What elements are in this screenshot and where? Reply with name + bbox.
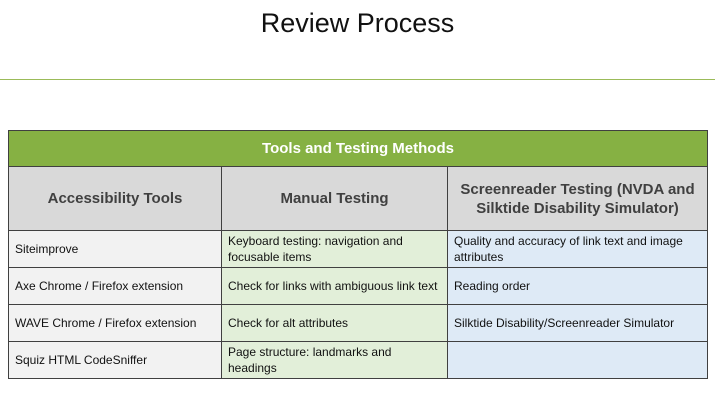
table-cell: Page structure: landmarks and headings bbox=[222, 342, 448, 379]
table-cell: Check for links with ambiguous link text bbox=[222, 268, 448, 305]
table-row bbox=[9, 268, 708, 305]
table-caption-row bbox=[9, 131, 708, 167]
table-row bbox=[9, 342, 708, 379]
table-cell: Siteimprove bbox=[9, 231, 222, 268]
header-screenreader-testing: Screenreader Testing (NVDA and Silktide Disability Simulator) bbox=[448, 167, 708, 231]
table-caption: Tools and Testing Methods bbox=[9, 131, 708, 167]
table-cell: Reading order bbox=[448, 268, 708, 305]
header-accessibility-tools: Accessibility Tools bbox=[9, 167, 222, 231]
header-manual-testing: Manual Testing bbox=[222, 167, 448, 231]
table-cell: Quality and accuracy of link text and image attributes bbox=[448, 231, 708, 268]
table-cell: WAVE Chrome / Firefox extension bbox=[9, 305, 222, 342]
table-cell: Axe Chrome / Firefox extension bbox=[9, 268, 222, 305]
table-row bbox=[9, 305, 708, 342]
table-cell bbox=[448, 342, 708, 379]
table-header-row bbox=[9, 167, 708, 231]
table-cell: Check for alt attributes bbox=[222, 305, 448, 342]
table-cell: Keyboard testing: navigation and focusable items bbox=[222, 231, 448, 268]
table-cell: Silktide Disability/Screenreader Simulator bbox=[448, 305, 708, 342]
tools-table bbox=[8, 130, 708, 379]
table-row bbox=[9, 231, 708, 268]
title-divider bbox=[0, 79, 715, 80]
table-cell: Squiz HTML CodeSniffer bbox=[9, 342, 222, 379]
page-title: Review Process bbox=[260, 8, 455, 38]
